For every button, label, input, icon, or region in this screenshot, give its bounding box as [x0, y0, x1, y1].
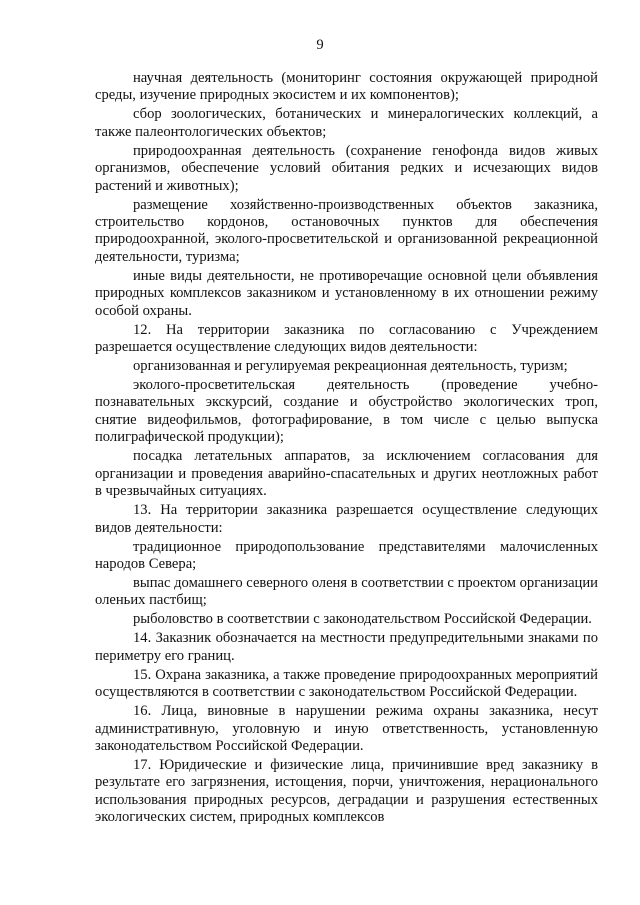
paragraph: рыболовство в соответствии с законодательством Российской Федерации. [133, 611, 592, 628]
paragraph: выпас домашнего северного оленя в соответствии с проектом организации оленьих пастбищ; [95, 574, 598, 609]
paragraph: иные виды деятельности, не противоречащие основной цели объявления природных комплексов заказником и установленному в их отношении режиму особой охраны. [95, 267, 598, 319]
paragraph: природоохранная деятельность (сохранение генофонда видов живых организмов, обеспечение условий обитания редких и исчезающих видов растений и животных); [95, 142, 598, 194]
paragraph: эколого-просветительская деятельность (проведение учебно-познавательных экскурсий, создание и обустройство экологических троп, снятие видеофильмов, фотографирование, в том числе с целью выпуска полиграфической продукции); [95, 377, 598, 446]
paragraph: организованная и регулируемая рекреационная деятельность, туризм; [133, 358, 568, 375]
paragraph-item-12: 12. На территории заказника по согласованию с Учреждением разрешается осуществление следующих видов деятельности: [95, 321, 598, 356]
paragraph: посадка летательных аппаратов, за исключением согласования для организации и проведения аварийно-спасательных и других неотложных работ в чрезвычайных ситуациях. [95, 448, 598, 500]
paragraph-item-17: 17. Юридические и физические лица, причинившие вред заказнику в результате его загрязнения, истощения, порчи, уничтожения, нерационального использования природных ресурсов, деградации и разрушения естественных экологических систем, природных комплексов [95, 756, 598, 826]
page-number: 9 [316, 37, 324, 53]
paragraph: сбор зоологических, ботанических и минералогических коллекций, а также палеонтологических объектов; [95, 106, 598, 140]
paragraph-item-13: 13. На территории заказника разрешается осуществление следующих видов деятельности: [95, 502, 598, 536]
paragraph: размещение хозяйственно-производственных объектов заказника, строительство кордонов, остановочных пунктов для обеспечения природоохранной, эколого-просветительской и организованной рекреационной деятельности, туризма; [95, 196, 598, 265]
paragraph-item-15: 15. Охрана заказника, а также проведение природоохранных мероприятий осуществляются в соответствии с законодательством Российской Федерации. [95, 666, 598, 701]
paragraph: научная деятельность (мониторинг состояния окружающей природной среды, изучение природных экосистем и их компонентов); [95, 70, 598, 104]
paragraph: традиционное природопользование представителями малочисленных народов Севера; [95, 538, 598, 572]
paragraph-item-14: 14. Заказник обозначается на местности предупредительными знаками по периметру его границ. [95, 630, 598, 664]
paragraph-item-16: 16. Лица, виновные в нарушении режима охраны заказника, несут административную, уголовную и иную ответственность, установленную законодательством Российской Федерации. [95, 703, 598, 754]
document-body [95, 70, 598, 828]
